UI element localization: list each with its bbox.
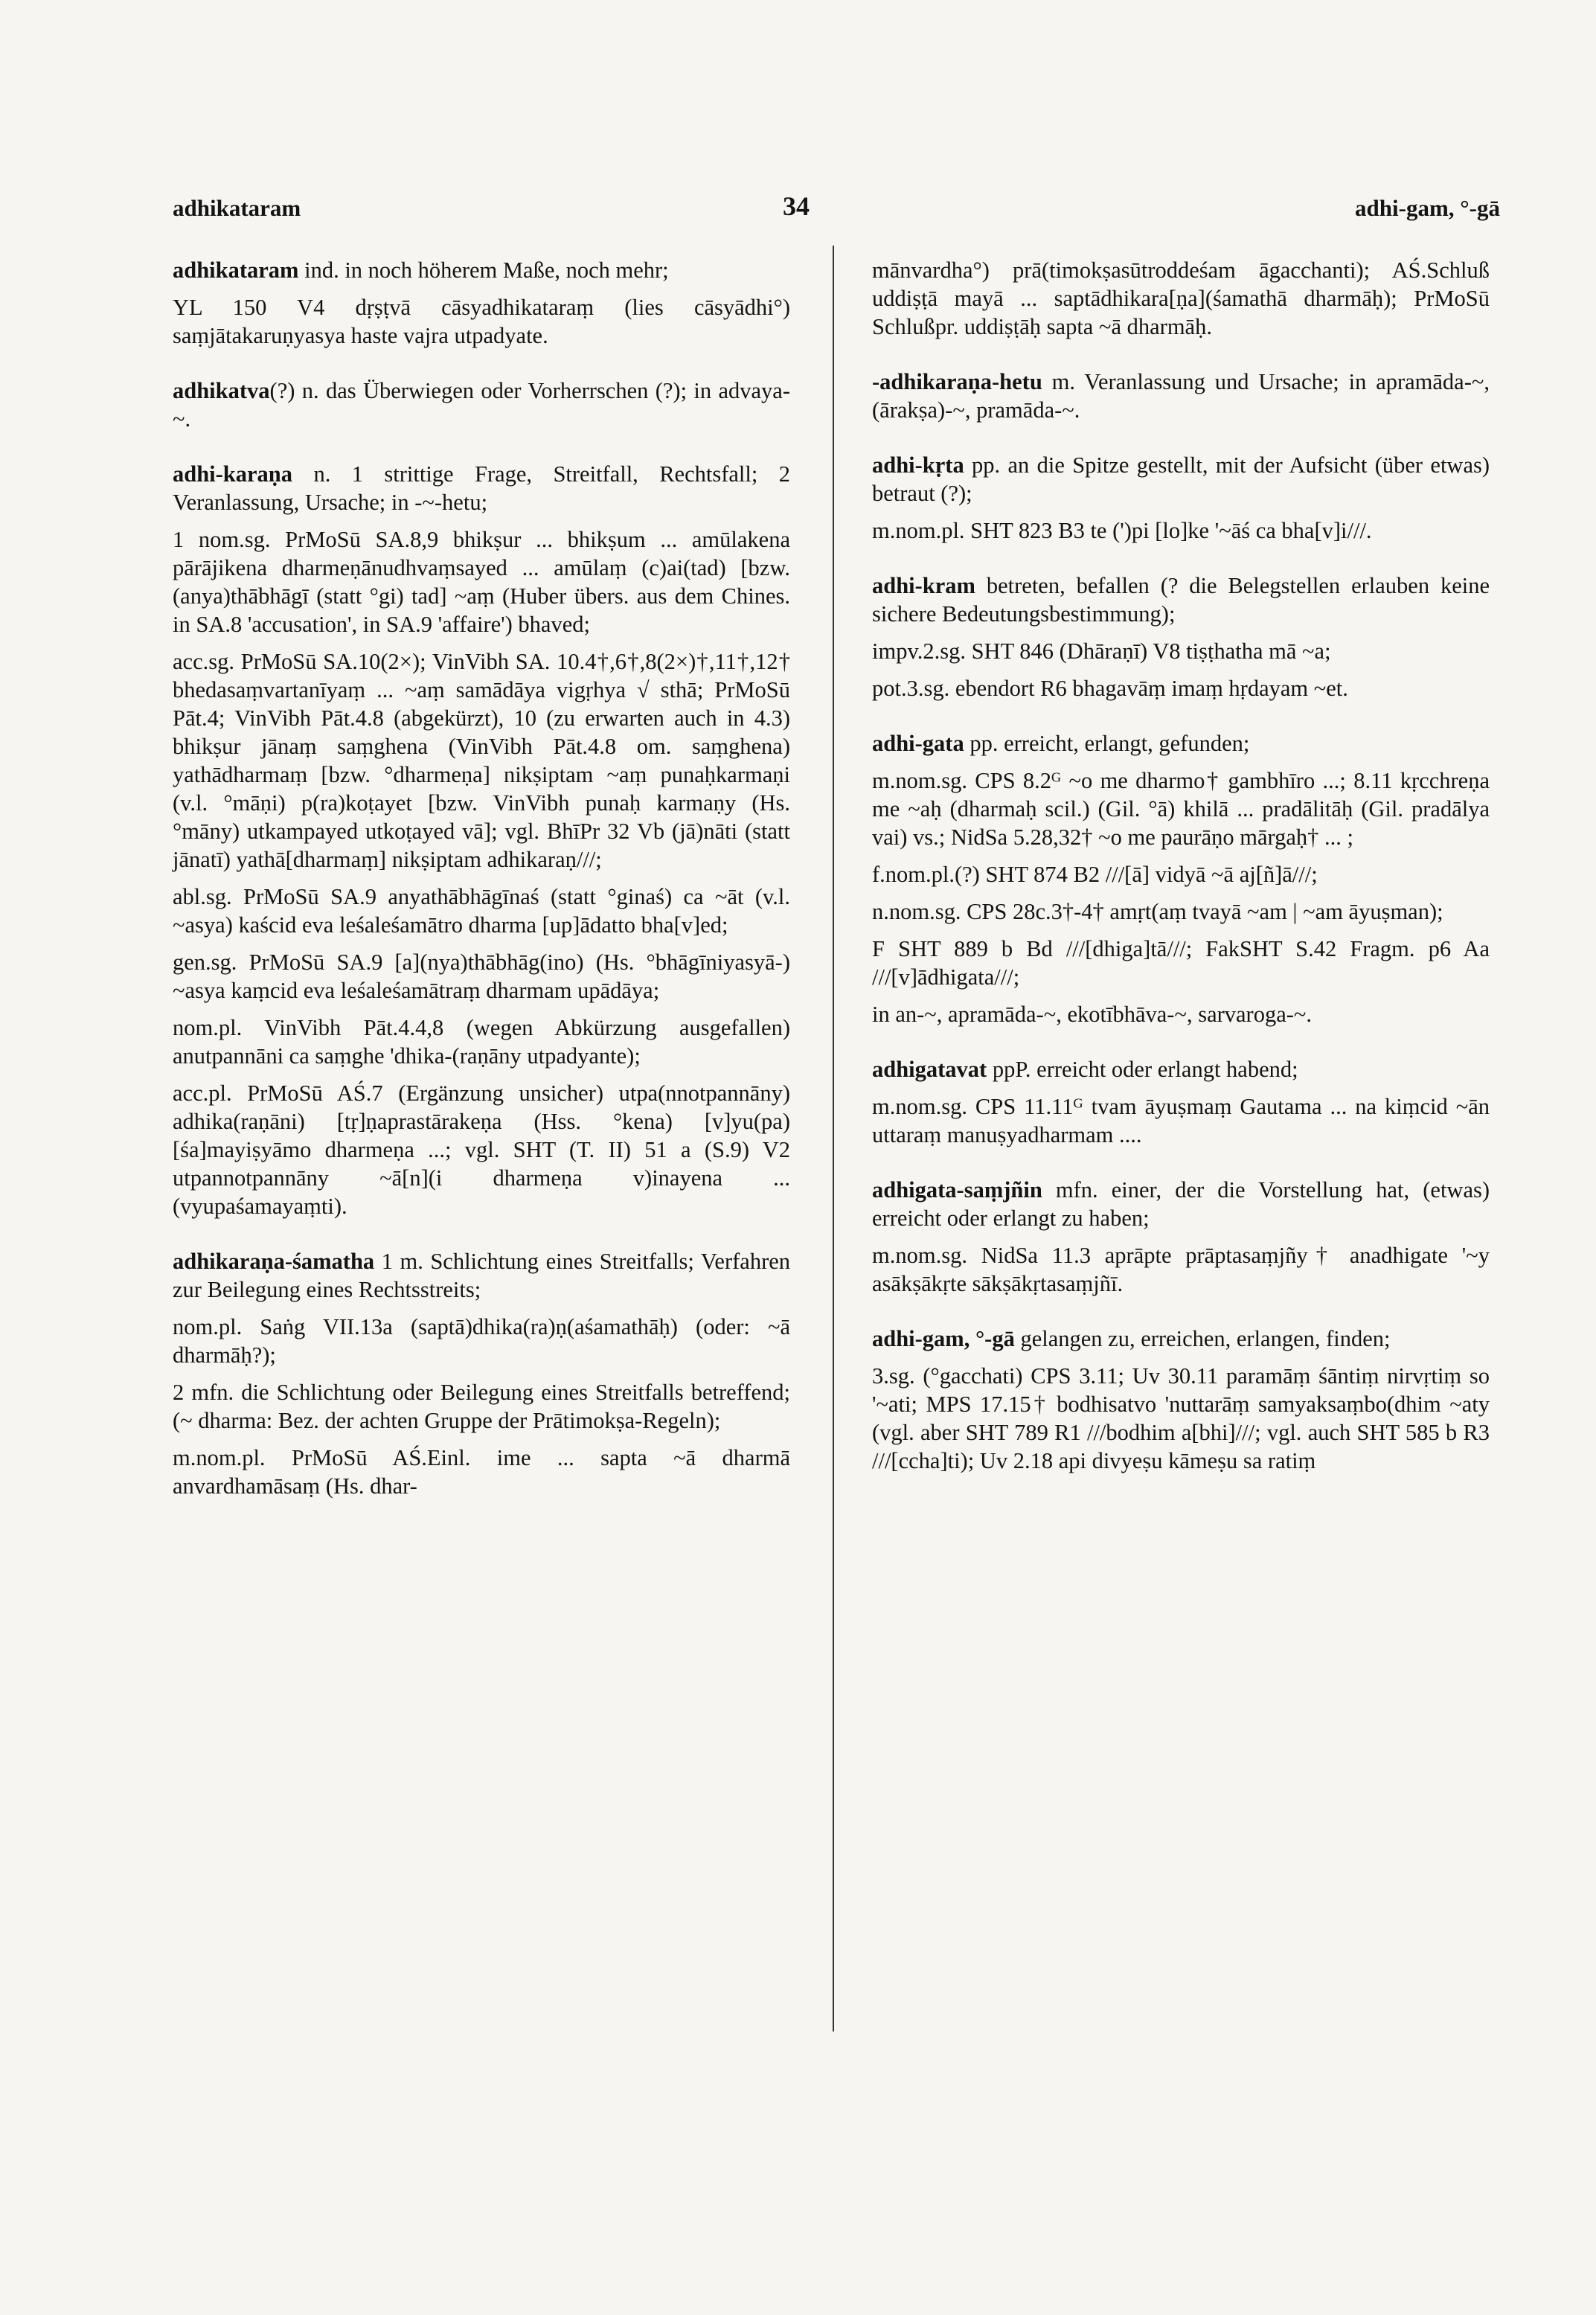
entry-paragraph (872, 451, 1490, 507)
dictionary-entry (872, 368, 1490, 424)
dictionary-entry (872, 451, 1490, 545)
running-header (173, 191, 1500, 225)
dictionary-entry (173, 256, 790, 350)
entry-paragraph: 3.sg. (°gacchati) CPS 3.11; Uv 30.11 paramāṃ śāntiṃ nirvṛtiṃ so '~ati; MPS 17.15† bodhisatvo 'nuttarāṃ samyaksaṃbo(dhim ~aty (vgl. aber SHT 789 R1 ///bodhim a[bhi]///; vgl. auch SHT 585 b R3 ///[ccha]ti); Uv 2.18 api divyeṣu kāmeṣu sa ratiṃ (872, 1363, 1490, 1473)
entry-paragraph: F SHT 889 b Bd ///[dhiga]tā///; FakSHT S.42 Fragm. p6 Aa ///[v]ādhigata///; (872, 936, 1490, 990)
entry-paragraph: gen.sg. PrMoSū SA.9 [a](nya)thābhāg(ino) (Hs. °bhāgīniyasyā-) ~asya kaṃcid eva leśaleśamātraṃ dharmam upādāya; (173, 950, 790, 1003)
entry-paragraph: abl.sg. PrMoSū SA.9 anyathābhāgīnaś (statt °ginaś) ca ~āt (v.l. ~asya) kaścid eva leśaleśamātro dharma [up]ādatto bha[v]ed; (173, 884, 790, 938)
entry-paragraph: 1 nom.sg. PrMoSū SA.8,9 bhikṣur ... bhikṣum ... amūlakena pārājikena dharmeṇānudhvaṃsayed ... amūlaṃ (c)ai(tad) [bzw. (anya)thābhāgī (statt °gi) tad] ~aṃ (Huber übers. aus dem Chines. in SA.8 'accusation', in SA.9 'affaire') bhaved; (173, 527, 790, 637)
column-divider (833, 246, 834, 2031)
entry-paragraph: nom.pl. Saṅg VII.13a (saptā)dhika(ra)ṇ(aśamathāḥ) (oder: ~ā dharmāḥ?); (173, 1314, 790, 1368)
headword: adhikataram (173, 257, 299, 283)
entry-paragraph (872, 1055, 1490, 1083)
entry-text: pp. erreicht, erlangt, gefunden; (970, 731, 1250, 756)
entry-paragraph (872, 571, 1490, 628)
entry-paragraph: in an-~, apramāda-~, ekotībhāva-~, sarvaroga-~. (872, 1002, 1313, 1027)
headword: adhigata-saṃjñin (872, 1177, 1042, 1203)
entry-paragraph (173, 377, 790, 433)
header-right-word: adhi-gam, °-gā (1355, 195, 1500, 221)
dictionary-entry (872, 256, 1490, 341)
entry-paragraph (173, 1247, 790, 1304)
headword: adhikaraṇa-śamatha (173, 1249, 375, 1274)
entry-paragraph: m.nom.sg. NidSa 11.3 aprāpte prāptasaṃjñy† anadhigate '~y asākṣākṛte sākṣākṛtasaṃjñī. (872, 1243, 1490, 1296)
entry-paragraph: m.nom.pl. SHT 823 B3 te (')pi [lo]ke '~āś ca bha[v]i///. (872, 518, 1372, 543)
entry-paragraph: acc.pl. PrMoSū AŚ.7 (Ergänzung unsicher) utpa(nnotpannāny) adhika(raṇāni) [tṛ]ṇaprastārakeṇa (Hss. °kena) [v]yu(pa)[śa]mayiṣyāmo dharmeṇa ...; vgl. SHT (T. II) 51 a (S.9) V2 utpannotpannāny ~ā[n](i dharmeṇa v)inayena ... (vyupaśamayaṃti). (173, 1080, 790, 1219)
headword: adhi-kṛta (872, 452, 964, 478)
headword: -adhikaraṇa-hetu (872, 369, 1042, 394)
entry-paragraph (872, 368, 1490, 424)
dictionary-entry (872, 1176, 1490, 1298)
page-number: 34 (783, 191, 810, 221)
entry-paragraph: pot.3.sg. ebendort R6 bhagavāṃ imaṃ hṛdayam ~et. (872, 676, 1348, 701)
entry-paragraph (173, 460, 790, 516)
header-left-word: adhikataram (173, 195, 301, 221)
dictionary-entry (872, 729, 1490, 1028)
headword: adhi-karaṇa (173, 461, 293, 487)
entry-paragraph: n.nom.sg. CPS 28c.3†-4† amṛt(aṃ tvayā ~am | ~am āyuṣman); (872, 899, 1443, 924)
entry-text: m. Veranlassung und Ursache; in apramāda-~, (ārakṣa)-~, pramāda-~. (872, 369, 1490, 423)
entry-paragraph: YL 150 V4 dṛṣṭvā cāsyadhikataraṃ (lies cāsyādhi°) saṃjātakaruṇyasya haste vajra utpadyate. (173, 295, 790, 348)
entry-text: n. 1 strittige Frage, Streitfall, Rechtsfall; 2 Veranlassung, Ursache; in -~-hetu; (173, 461, 791, 515)
entry-paragraph (872, 1325, 1490, 1353)
dictionary-entry (872, 571, 1490, 702)
headword: adhigatavat (872, 1057, 987, 1082)
entry-text: ind. in noch höherem Maße, noch mehr; (304, 257, 669, 283)
entry-paragraph: m.nom.pl. PrMoSū AŚ.Einl. ime ... sapta ~ā dharmā anvardhamāsaṃ (Hs. dhar- (173, 1445, 790, 1499)
headword: adhikatva (173, 378, 270, 403)
entry-text: 1 m. Schlichtung eines Streitfalls; Verfahren zur Beilegung eines Rechtsstreits; (173, 1249, 791, 1302)
entry-paragraph: acc.sg. PrMoSū SA.10(2×); VinVibh SA. 10.4†,6†,8(2×)†,11†,12† bhedasaṃvartanīyaṃ ... ~aṃ samādāya vigṛhya √ sthā; PrMoSū Pāt.4; VinVibh Pāt.4.8 (abgekürzt), 10 (zu erwarten auch in 4.3) bhikṣur jānaṃ saṃghena (VinVibh Pāt.4.8 om. saṃghena) yathādharmaṃ [bzw. °dharmeṇa] nikṣiptam ~aṃ punaḥkarmaṇi (v.l. °māṇi) p(ra)koṭayet [bzw. VinVibh punaḥ karmaṇy (Hs. °māny) utkampayed utkoṭayed vā]; vgl. BhīPr 32 Vb (jā)nāti (statt jānatī) yathā[dharmaṃ] nikṣiptam adhikaraṇ///; (173, 649, 790, 872)
entry-paragraph: mānvardha°) prā(timokṣasūtroddeśam āgacchanti); AŚ.Schluß uddiṣṭā mayā ... saptādhikara[ṇa](śamathā dharmāḥ); PrMoSū Schlußpr. uddiṣṭāḥ sapta ~ā dharmāḥ. (872, 257, 1490, 339)
entry-paragraph (173, 256, 790, 284)
headword: adhi-kram (872, 573, 975, 598)
entry-text: ppP. erreicht oder erlangt habend; (992, 1057, 1298, 1082)
headword: adhi-gam, °-gā (872, 1326, 1015, 1351)
left-column (173, 256, 790, 1527)
entry-text: mfn. einer, der die Vorstellung hat, (etwas) erreicht oder erlangt zu haben; (872, 1177, 1490, 1231)
right-column (872, 256, 1490, 1502)
entry-text: gelangen zu, erreichen, erlangen, finden; (1020, 1326, 1391, 1351)
entry-text: (?) n. das Überwiegen oder Vorherrschen (?); in advaya-~. (173, 378, 790, 432)
dictionary-entry (173, 377, 790, 433)
entry-paragraph: 2 mfn. die Schlichtung oder Beilegung eines Streitfalls betreffend; (~ dharma: Bez. der achten Gruppe der Prātimokṣa-Regeln); (173, 1380, 790, 1433)
entry-text: betreten, befallen (? die Belegstellen erlauben keine sichere Bedeutungsbestimmung); (872, 573, 1490, 627)
dictionary-entry (872, 1055, 1490, 1149)
entry-paragraph: nom.pl. VinVibh Pāt.4.4,8 (wegen Abkürzung ausgefallen) anutpannāni ca saṃghe 'dhika-(raṇāny utpadyante); (173, 1015, 790, 1069)
entry-paragraph: impv.2.sg. SHT 846 (Dhāraṇī) V8 tiṣṭhatha mā ~a; (872, 638, 1331, 664)
headword: adhi-gata (872, 731, 964, 756)
entry-paragraph (872, 1176, 1490, 1232)
dictionary-entry (173, 1247, 790, 1500)
dictionary-entry (173, 460, 790, 1220)
entry-paragraph: m.nom.sg. CPS 8.2ᴳ ~o me dharmo† gambhīro ...; 8.11 kṛcchreṇa me ~aḥ (dharmaḥ scil.) (Gil. °ā) khilā ... pradālitāḥ (Gil. pradālya vai) vs.; NidSa 5.28,32† ~o me paurāṇo mārgaḥ† ... ; (872, 768, 1490, 850)
entry-paragraph: m.nom.sg. CPS 11.11ᴳ tvam āyuṣmaṃ Gautama ... na kiṃcid ~ān uttaraṃ manuṣyadharmam .... (872, 1094, 1490, 1147)
entry-paragraph (872, 729, 1490, 758)
dictionary-entry (872, 1325, 1490, 1475)
entry-text: pp. an die Spitze gestellt, mit der Aufsicht (über etwas) betraut (?); (872, 452, 1490, 506)
entry-paragraph: f.nom.pl.(?) SHT 874 B2 ///[ā] vidyā ~ā aj[ñ]ā///; (872, 862, 1318, 887)
